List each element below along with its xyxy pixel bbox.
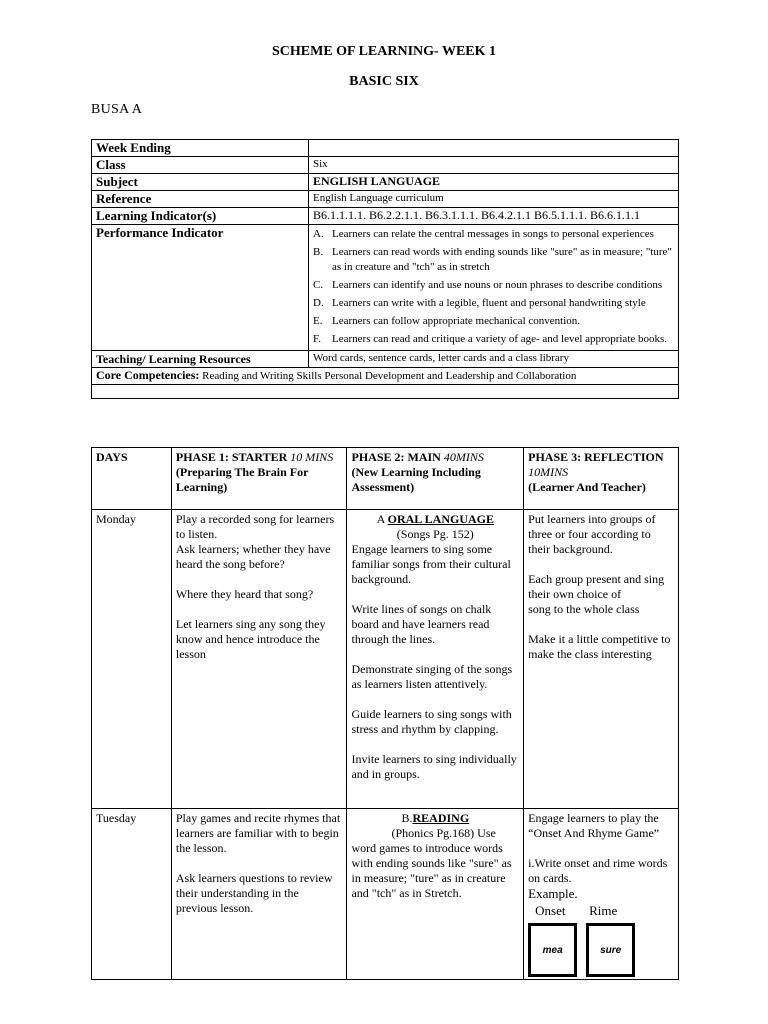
phase2-title: PHASE 2: MAIN — [351, 450, 444, 464]
phase3-time: 10MINS — [528, 465, 569, 479]
phase2-reference: (Songs Pg. 152) — [396, 527, 474, 541]
phase2-paragraph: Invite learners to sing individually and in groups. — [351, 752, 517, 781]
info-value: ENGLISH LANGUAGE — [309, 174, 679, 191]
phase1-paragraph: Play games and recite rhymes that learners are familiar with to begin the lesson. — [175, 811, 341, 855]
heading-text: READING — [412, 811, 470, 825]
performance-indicator-item — [313, 278, 674, 293]
performance-indicator-item — [313, 245, 674, 275]
phase1-subtitle: (Preparing The Brain For Learning) — [175, 465, 309, 494]
phase1-paragraph: Play a recorded song for learners to listen. Ask learners; whether they have heard the song before? — [175, 512, 335, 571]
item-letter: A. — [313, 228, 324, 240]
onset-rime-labels — [528, 903, 674, 918]
item-text: Learners can identify and use nouns or noun phrases to describe conditions — [332, 279, 663, 291]
phase1-title: PHASE 1: STARTER — [175, 450, 291, 464]
info-label: Core Competencies: — [96, 368, 200, 382]
phase2-paragraph: Guide learners to sing songs with stress and rhythm by clapping. — [351, 707, 512, 736]
item-letter: B. — [313, 246, 324, 258]
phase3-header — [524, 448, 679, 510]
lesson-plan-table — [91, 447, 679, 980]
item-text: Learners can read words with ending sounds like "sure" as in measure; "ture" as in creature and "tch" as in stretch — [332, 246, 672, 273]
info-value: B6.1.1.1.1. B6.2.2.1.1. B6.3.1.1.1. B6.4.2.1.1 B6.5.1.1.1. B6.6.1.1.1 — [309, 208, 679, 225]
phase1-cell — [171, 809, 347, 980]
word-card-row — [528, 923, 674, 977]
phase3-paragraph: Engage learners to play the “Onset And Rhyme Game” — [528, 811, 660, 840]
performance-indicator-list — [313, 225, 674, 347]
phase3-cell — [524, 510, 679, 809]
phase3-step: i.Write onset and rime words on cards. — [528, 856, 668, 885]
item-letter: C. — [313, 279, 324, 291]
info-label: Teaching/ Learning Resources — [92, 351, 309, 368]
phase1-time: 10 MINS — [290, 450, 334, 464]
info-value: Word cards, sentence cards, letter cards and a class library — [309, 351, 679, 368]
phase1-paragraph: Where they heard that song? — [175, 587, 314, 601]
phase1-paragraph: Ask learners questions to review their understanding in the previous lesson. — [175, 871, 333, 915]
performance-indicator-item — [313, 332, 674, 347]
item-text: Learners can follow appropriate mechanical convention. — [332, 315, 580, 327]
info-label: Class — [92, 157, 309, 174]
info-row-core-competencies — [92, 368, 679, 385]
onset-card: mea — [528, 923, 577, 977]
info-row-learning-indicators — [92, 208, 679, 225]
phase2-paragraph: Engage learners to sing some familiar songs from their cultural background. — [351, 542, 511, 586]
info-label: Reference — [92, 191, 309, 208]
info-row-week-ending — [92, 140, 679, 157]
info-row-performance-indicator — [92, 225, 679, 351]
phase2-subtitle: (New Learning Including Assessment) — [351, 465, 481, 494]
example-label: Example. — [528, 886, 578, 901]
class-level-title: BASIC SIX — [349, 74, 419, 89]
phase2-cell — [347, 510, 524, 809]
phase2-paragraph: Write lines of songs on chalk board and have learners read through the lines. — [351, 602, 492, 646]
item-letter: D. — [313, 297, 324, 309]
info-value: Six — [309, 157, 679, 174]
phase2-paragraph: (Phonics Pg.168) Use word games to introduce words with ending sounds like "sure" as in measure; "ture" as in creature and "tch" as in Stretch. — [351, 826, 512, 900]
phase2-heading — [351, 811, 519, 826]
info-label: Week Ending — [92, 140, 309, 157]
phase3-subtitle: (Learner And Teacher) — [528, 480, 646, 494]
info-label: Subject — [92, 174, 309, 191]
item-text: Learners can relate the central messages in songs to personal experiences — [332, 228, 654, 240]
phase3-title: PHASE 3: REFLECTION — [528, 450, 664, 464]
day-cell: Tuesday — [92, 809, 172, 980]
school-name: BUSA A — [91, 102, 143, 117]
phase3-paragraph: Each group present and sing their own choice of song to the whole class — [528, 572, 665, 616]
info-value — [309, 225, 679, 351]
info-label: Performance Indicator — [92, 225, 309, 351]
info-row-blank — [92, 385, 679, 399]
phase2-paragraph: Demonstrate singing of the songs as learners listen attentively. — [351, 662, 513, 691]
core-competencies — [92, 368, 679, 385]
phase3-paragraph: Put learners into groups of three or four according to their background. — [528, 512, 656, 556]
performance-indicator-item — [313, 227, 674, 242]
item-text: Learners can write with a legible, fluent and personal handwriting style — [332, 297, 646, 309]
document-title: SCHEME OF LEARNING- WEEK 1 — [271, 44, 497, 59]
info-row-resources — [92, 351, 679, 368]
info-row-subject — [92, 174, 679, 191]
phase1-header — [171, 448, 347, 510]
blank-cell — [92, 385, 679, 399]
phase3-cell — [524, 809, 679, 980]
lesson-info-table — [91, 139, 679, 399]
onset-label: Onset — [535, 903, 566, 918]
item-letter: E. — [313, 315, 323, 327]
day-cell: Monday — [92, 510, 172, 809]
item-text: Learners can read and critique a variety of age- and level appropriate books. — [332, 333, 668, 345]
rime-card: sure — [586, 923, 635, 977]
heading-text: ORAL LANGUAGE — [387, 512, 494, 526]
rime-label: Rime — [589, 903, 618, 918]
heading-prefix: A — [376, 512, 388, 526]
item-letter: F. — [313, 333, 321, 345]
info-value — [309, 140, 679, 157]
phase3-paragraph: Make it a little competitive to make the class interesting — [528, 632, 671, 661]
info-row-class — [92, 157, 679, 174]
info-value: Reading and Writing Skills Personal Development and Leadership and Collaboration — [202, 370, 577, 382]
phase1-cell — [171, 510, 347, 809]
heading-prefix: B. — [401, 811, 413, 825]
performance-indicator-item — [313, 314, 674, 329]
lesson-row-tuesday — [92, 809, 679, 980]
phase2-heading — [351, 512, 519, 527]
phase2-header — [347, 448, 524, 510]
lesson-row-monday — [92, 510, 679, 809]
info-row-reference — [92, 191, 679, 208]
phase1-paragraph: Let learners sing any song they know and hence introduce the lesson — [175, 617, 326, 661]
phase2-cell — [347, 809, 524, 980]
days-header: DAYS — [92, 448, 172, 510]
phase2-time: 40MINS — [443, 450, 484, 464]
lesson-header-row — [92, 448, 679, 510]
info-label: Learning Indicator(s) — [92, 208, 309, 225]
info-value: English Language curriculum — [309, 191, 679, 208]
performance-indicator-item — [313, 296, 674, 311]
